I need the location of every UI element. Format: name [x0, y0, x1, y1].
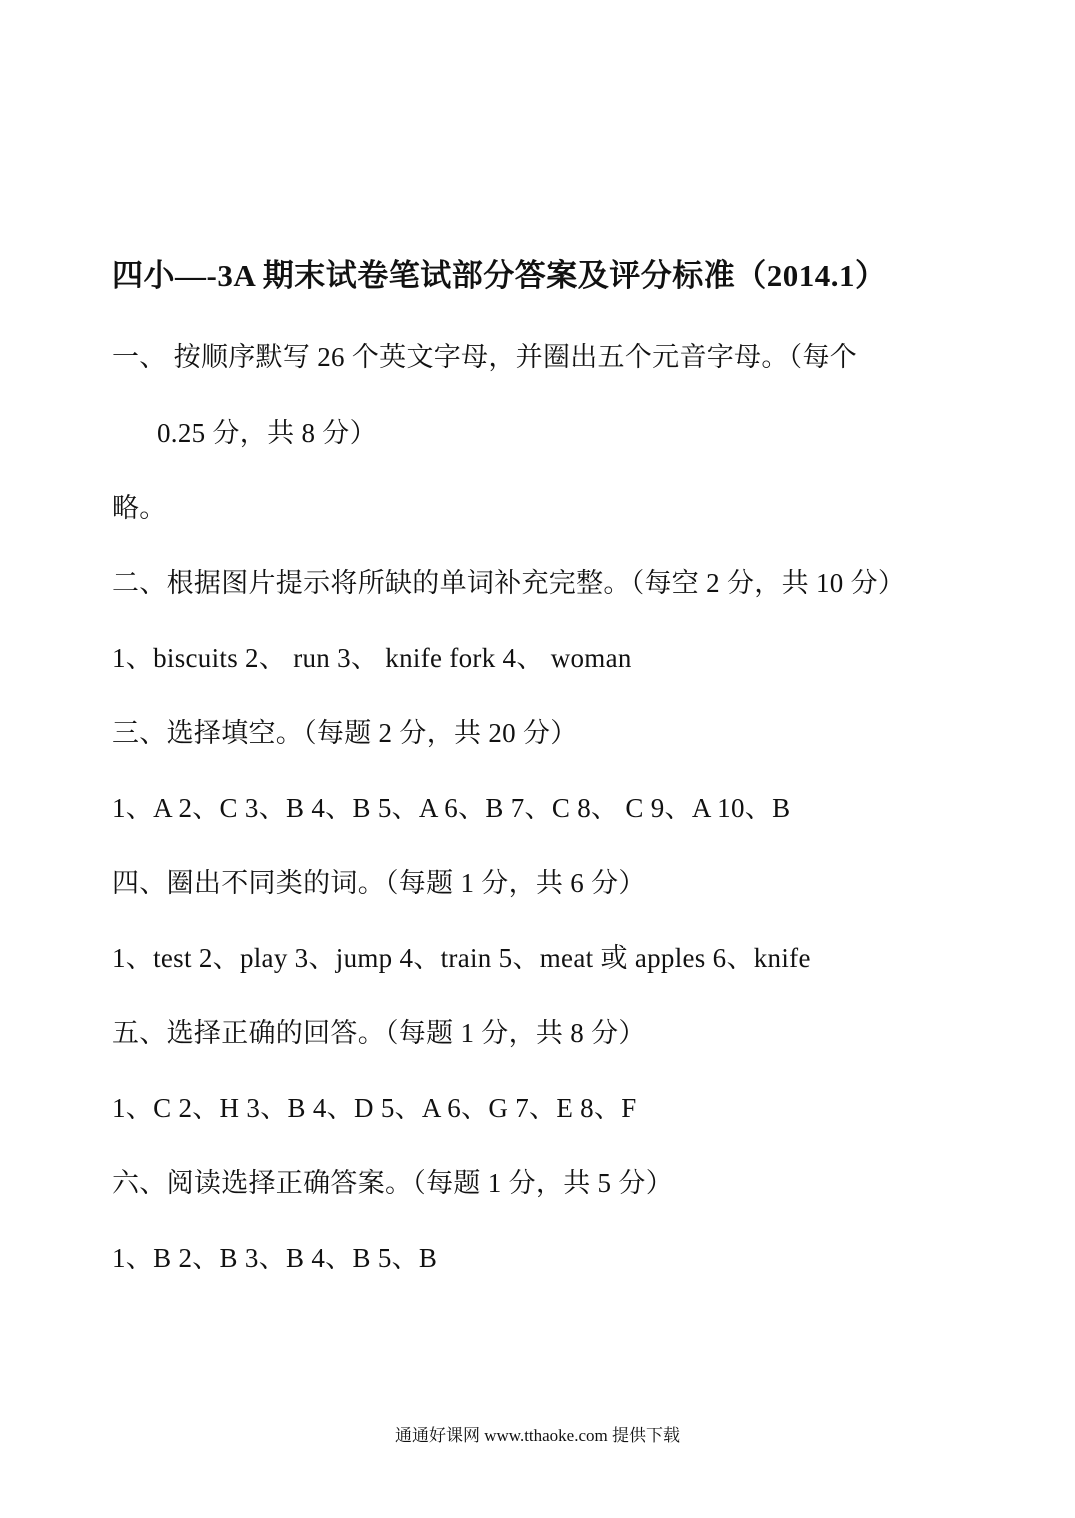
section-6-heading: 六、阅读选择正确答案。（每题 1 分，共 5 分）	[112, 1168, 673, 1198]
section-1-answer: 略。	[112, 493, 167, 523]
section-2-heading: 二、根据图片提示将所缺的单词补充完整。（每空 2 分，共 10 分）	[112, 568, 906, 598]
page-footer: 通通好课网 www.tthaoke.com 提供下载	[394, 1426, 681, 1445]
section-4-heading: 四、圈出不同类的词。（每题 1 分，共 6 分）	[112, 868, 646, 898]
page-title: 四小—-3A 期末试卷笔试部分答案及评分标准（2014.1）	[112, 258, 887, 293]
section-1-heading-continued: 0.25 分，共 8 分）	[157, 418, 377, 448]
section-5-heading: 五、选择正确的回答。（每题 1 分，共 8 分）	[112, 1018, 646, 1048]
section-3-answer: 1、A 2、C 3、B 4、B 5、A 6、B 7、C 8、 C 9、A 10、B	[112, 793, 791, 823]
section-2-answer: 1、biscuits 2、 run 3、 knife fork 4、 woman	[112, 643, 632, 673]
section-4-answer: 1、test 2、play 3、jump 4、train 5、meat 或 apples 6、knife	[112, 943, 811, 973]
section-3-heading: 三、选择填空。（每题 2 分，共 20 分）	[112, 718, 578, 748]
section-6-answer: 1、B 2、B 3、B 4、B 5、B	[112, 1243, 438, 1273]
section-1-heading: 一、 按顺序默写 26 个英文字母，并圈出五个元音字母。（每个	[112, 342, 858, 372]
section-5-answer: 1、C 2、H 3、B 4、D 5、A 6、G 7、E 8、F	[112, 1093, 637, 1123]
